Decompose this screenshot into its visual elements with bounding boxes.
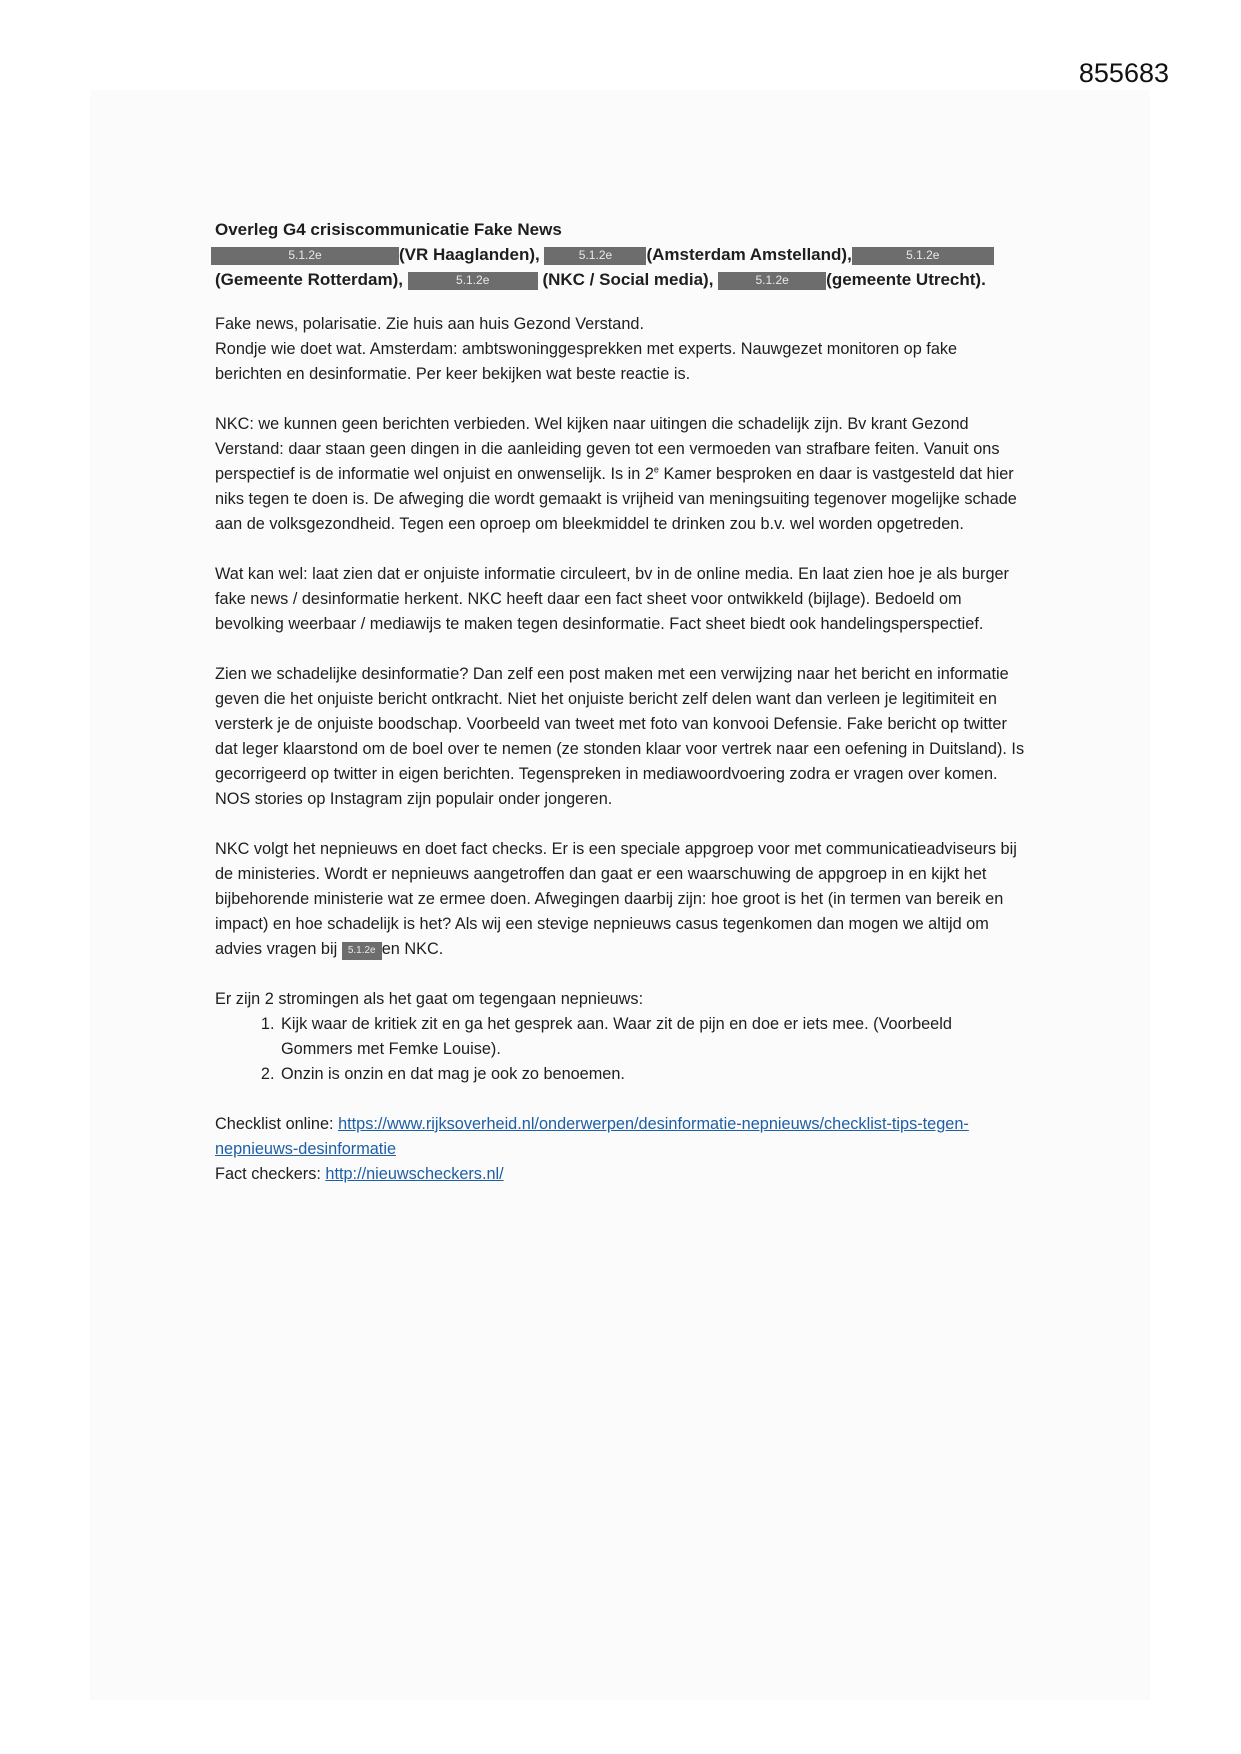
paragraph-stromingen-intro: Er zijn 2 stromingen als het gaat om tegengaan nepnieuws:	[215, 990, 644, 1008]
checklist-link[interactable]: https://www.rijksoverheid.nl/onderwerpen/desinformatie-nepnieuws/checklist-tips-tegen-nepnieuws-desinformatie	[215, 1115, 969, 1158]
redaction-box: 5.1.2e	[211, 247, 399, 265]
document-title: Overleg G4 crisiscommunicatie Fake News	[215, 220, 562, 239]
attendee-org-amsterdam: (Amsterdam Amstelland),	[646, 245, 852, 264]
factcheck-label: Fact checkers:	[215, 1165, 326, 1183]
redaction-box: 5.1.2e	[408, 272, 538, 290]
document-body	[215, 218, 1027, 1187]
list-item: 1. Kijk waar de kritiek zit en ga het gesprek aan. Waar zit de pijn en doe er iets mee. (Voorbeeld Gommers met Femke Louise).	[279, 1012, 1027, 1062]
paragraph-nkc	[215, 412, 1027, 537]
paragraph-intro-line1: Fake news, polarisatie. Zie huis aan huis Gezond Verstand.	[215, 315, 644, 333]
checklist-line	[215, 1112, 1027, 1162]
paragraph-nkc-part1: NKC: we kunnen geen berichten verbieden. Wel kijken naar uitingen die schadelijk zijn. Bv krant Gezond Verstand: daar staan geen dingen in die aanleiding geven tot een vermoeden van strafbare feiten. Vanuit ons perspectief is de informatie wel onjuist en onwenselijk. Is in 2	[215, 415, 1000, 483]
factcheck-line	[215, 1162, 1027, 1187]
paragraph-factchecks-part2: en NKC.	[381, 940, 444, 958]
attendee-list	[215, 242, 1027, 292]
paragraph-nkc-part2: Kamer besproken en daar is vastgesteld dat hier niks tegen te doen is. De afweging die wordt gemaakt is vrijheid van meningsuiting tegenover mogelijke schade aan de volksgezondheid. Tegen een oproep om bleekmiddel te drinken zou b.v. wel worden opgetreden.	[215, 465, 1017, 533]
redaction-box: 5.1.2e	[342, 942, 382, 960]
paragraph-schadelijke-desinformatie: Zien we schadelijke desinformatie? Dan zelf een post maken met een verwijzing naar het bericht en informatie geven die het onjuiste bericht ontkracht. Niet het onjuiste bericht zelf delen want dan verleen je legitimiteit en versterk je de onjuiste boodschap. Voorbeeld van tweet met foto van konvooi Defensie. Fake bericht op twitter dat leger klaarstond om de boel over te nemen (ze stonden klaar voor vertrek naar een oefening in Duitsland). Is gecorrigeerd op twitter in eigen berichten. Tegenspreken in mediawoordvoering zodra er vragen over komen. NOS stories op Instagram zijn populair onder jongeren.	[215, 665, 1025, 808]
redaction-box: 5.1.2e	[852, 247, 994, 265]
attendee-org-nkc: (NKC / Social media),	[542, 270, 714, 289]
superscript-e: e	[653, 464, 659, 475]
paragraph-wat-kan-wel: Wat kan wel: laat zien dat er onjuiste informatie circuleert, bv in de online media. En laat zien hoe je als burger fake news / desinformatie herkent. NKC heeft daar een fact sheet voor ontwikkeld (bijlage). Bedoeld om bevolking weerbaar / mediawijs te maken tegen desinformatie. Fact sheet biedt ook handelingsperspectief.	[215, 565, 1009, 633]
paragraph-intro	[215, 312, 1027, 387]
attendee-org-utrecht: (gemeente Utrecht).	[826, 270, 986, 289]
paragraph-factchecks-part1: NKC volgt het nepnieuws en doet fact checks. Er is een speciale appgroep voor met communicatieadviseurs bij de ministeries. Wordt er nepnieuws aangetroffen dan gaat er een waarschuwing de appgroep in en kijkt het bijbehorende ministerie wat ze ermee doen. Afwegingen daarbij zijn: hoe groot is het (in termen van bereik en impact) en hoe schadelijk is het? Als wij een stevige nepnieuws casus tegenkomen dan mogen we altijd om advies vragen bij	[215, 840, 1017, 958]
factcheck-link[interactable]: http://nieuwscheckers.nl/	[325, 1165, 504, 1183]
paragraph-nkc-factchecks	[215, 837, 1027, 962]
list-item: 2. Onzin is onzin en dat mag je ook zo benoemen.	[279, 1062, 1027, 1087]
stromingen-list	[215, 1012, 1027, 1087]
links-section	[215, 1112, 1027, 1187]
checklist-label: Checklist online:	[215, 1115, 339, 1133]
attendee-org-vr: (VR Haaglanden),	[399, 245, 540, 264]
document-id: 855683	[1078, 58, 1169, 88]
redaction-box: 5.1.2e	[544, 247, 646, 265]
redaction-box: 5.1.2e	[718, 272, 826, 290]
attendee-org-rotterdam: (Gemeente Rotterdam),	[215, 270, 403, 289]
paragraph-intro-line2: Rondje wie doet wat. Amsterdam: ambtswoninggesprekken met experts. Nauwgezet monitoren op fake berichten en desinformatie. Per keer bekijken wat beste reactie is.	[215, 340, 958, 383]
